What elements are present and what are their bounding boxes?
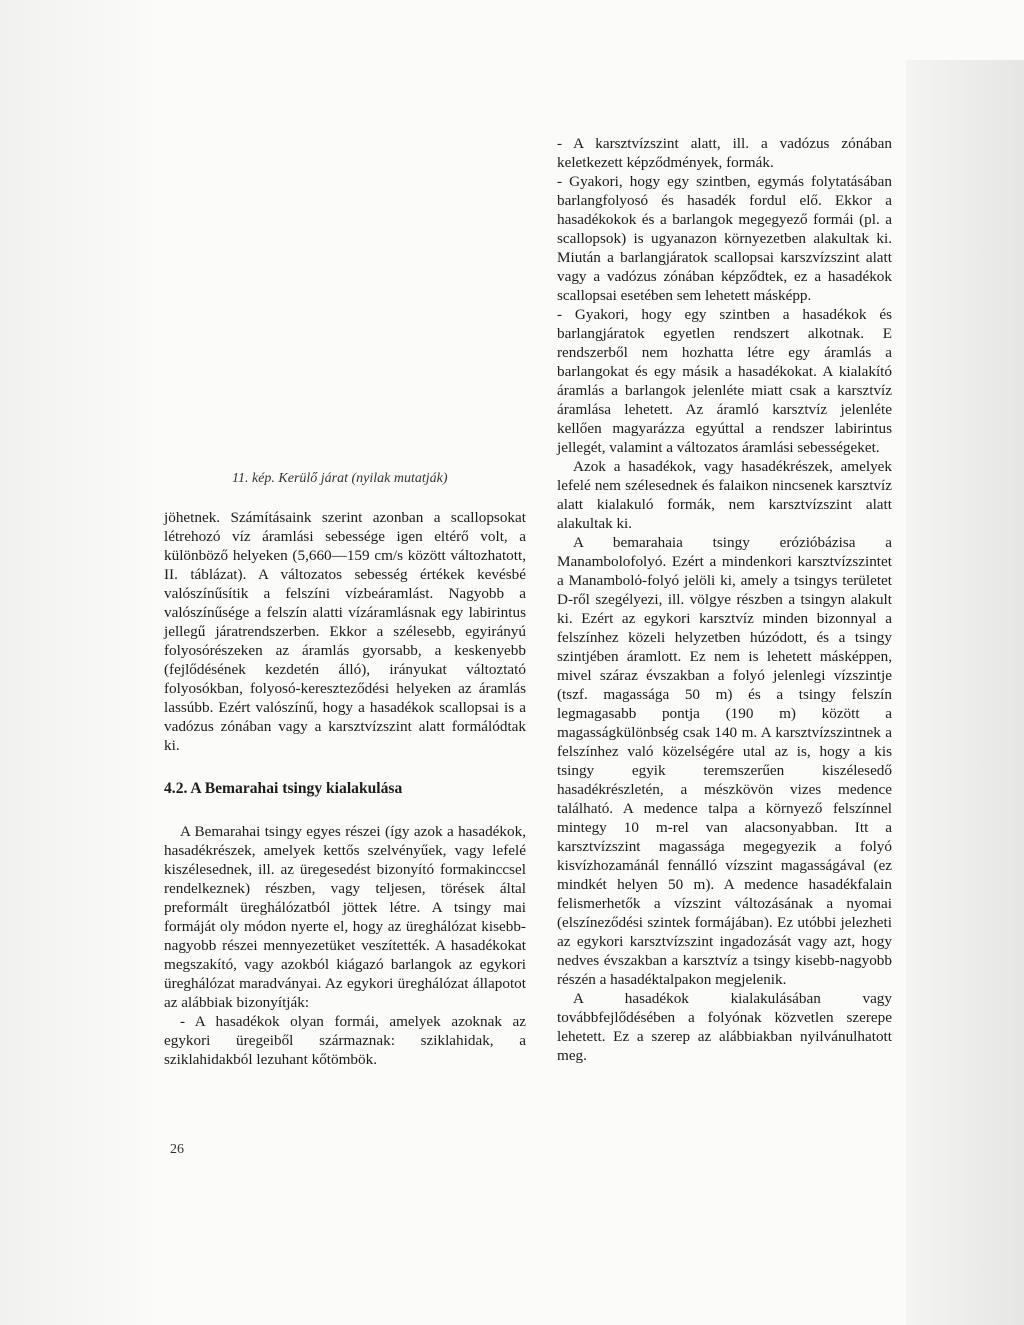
left-text-column	[164, 508, 526, 1069]
scan-shadow-left	[0, 0, 160, 1325]
paragraph: A bemarahaia tsingy erózióbázisa a Manambolofolyó. Ezért a mindenkori karsztvízszintet a Manambolό-folyó jelöli ki, amely a tsingys területet D-ről szegélyezi, ill. völgye részben a tsingyn alakult ki. Ezért az egykori karsztvíz minden bizonnyal a felszínhez közeli helyzetben húzódott, és a tsingy szintjében áramlott. Ez nem is lehetett másképpen, mivel száraz évszakban a folyó jelenlegi vízszintje (tszf. magassága 50 m) és a tsingy felszín legmagasabb pontja (190 m) között a magasságkülönbség csak 140 m. A karsztvízszintnek a felszínhez való közelségére utal az is, hogy a kis tsingy egyik teremszerűen kiszélesedő hasadékrészletén, a mészkövön vizes medence található. A medence talpa a környező felszínnel mintegy 10 m-rel van alacsonyabban. Itt a karsztvízszint magassága megegyezik a folyó kisvízhozamánál fennálló vízszint magasságával (ez mindkét helyen 50 m). A medence hasadékfalain felismerhetők a vízszint változásának a nyomai (elszíneződési szintek formájában). Ez utóbbi jelezheti az egykori karsztvízszint ingadozását vagy azt, hogy nedves évszakban a karsztvíz a tsingy kisebb-nagyobb részén a hasadéktalpakon megjelenik.	[557, 534, 892, 988]
section-heading: 4.2. A Bemarahai tsingy kialakulása	[164, 780, 403, 797]
paragraph: - A hasadékok olyan formái, amelyek azoknak az egykori üregeiből származnak: sziklahidak, a sziklahidakból lezuhant kőtömbök.	[164, 1013, 526, 1068]
paragraph: A Bemarahai tsingy egyes részei (így azok a hasadékok, hasadékrészek, amelyek kettős szelvényűek, vagy lefelé kiszélesednek, ill. az üregesedést bizonyító formakinccsel rendelkeznek) részben, vagy teljesen, törések által preformált üreghálózatból jöttek létre. A tsingy mai formáját oly módon nyerte el, hogy az üreghálózat kisebb-nagyobb részei mennyezetüket veszítették. A hasadékokat megszakító, vagy azokból kiágazó barlangok az egykori üreghálózat maradványai. Az egykori üreghálózat állapotot az alábbiak bizonyítják:	[164, 823, 526, 1011]
paragraph: - Gyakori, hogy egy szintben, egymás folytatásában barlangfolyosó és hasadék fordul elő. Ekkor a hasadékokok és a barlangok megegyező formái (pl. a scallopsok) is ugyanazon környezetben alakultak ki. Miután a barlangjáratok scallopsai karszvízszint alatt vagy a vadózus zónában képződtek, ez a hasadékok scallopsai esetében sem lehetett másképp.	[557, 173, 892, 304]
paragraph: A hasadékok kialakulásában vagy továbbfejlődésében a folyónak közvetlen szerepe lehetett. Ez a szerep az alábbiakban nyilvánulhatott meg.	[557, 990, 892, 1064]
paragraph: - A karsztvízszint alatt, ill. a vadózus zónában keletkezett képződmények, formák.	[557, 135, 892, 171]
right-text-column	[557, 134, 892, 1065]
paragraph: Azok a hasadékok, vagy hasadékrészek, amelyek lefelé nem szélesednek és falaikon nincsenek karsztvíz alatt kialakuló formák, nem karsztvízszint alatt alakultak ki.	[557, 458, 892, 532]
scan-page-edge	[906, 60, 1024, 1325]
paragraph: jöhetnek. Számításaink szerint azonban a scallopsokat létrehozó víz áramlási sebessége igen eltérő volt, a különböző helyeken (5,660—159 cm/s között változhatott, II. táblázat). A változatos sebesség értékek kevésbé valószínűsítik a felszíni vízbeáramlást. Nagyobb a valószínűsége a felszín alatti vízáramlásnak egy labirintus jellegű járatrendszerben. Ekkor a szélesebb, egyirányú folyosórészeken az áramlás gyorsabb, a keskenyebb (fejlődésének kezdetén álló), irányukat változtató folyosókban, folyosó-kereszteződési helyeken az áramlás lassúbb. Ezért valószínű, hogy a hasadékok scallopsai is a vadózus zónában vagy a karsztvízszint alatt formálódtak ki.	[164, 509, 526, 754]
paragraph: - Gyakori, hogy egy szintben a hasadékok és barlangjáratok egyetlen rendszert alkotnak. E rendszerből nem hozhatta létre egy áramlás a barlangokat és egy másik a hasadékokat. A kialakító áramlás a barlangok jelenléte miatt csak a karsztvíz áramlása lehetett. Az áramló karsztvíz jelenléte kellően magyarázza egyúttal a rendszer labirintus jellegét, valamint a változatos áramlási sebességeket.	[557, 306, 892, 456]
page-number: 26	[170, 1142, 184, 1157]
figure-caption: 11. kép. Kerülő járat (nyilak mutatják)	[232, 471, 448, 486]
